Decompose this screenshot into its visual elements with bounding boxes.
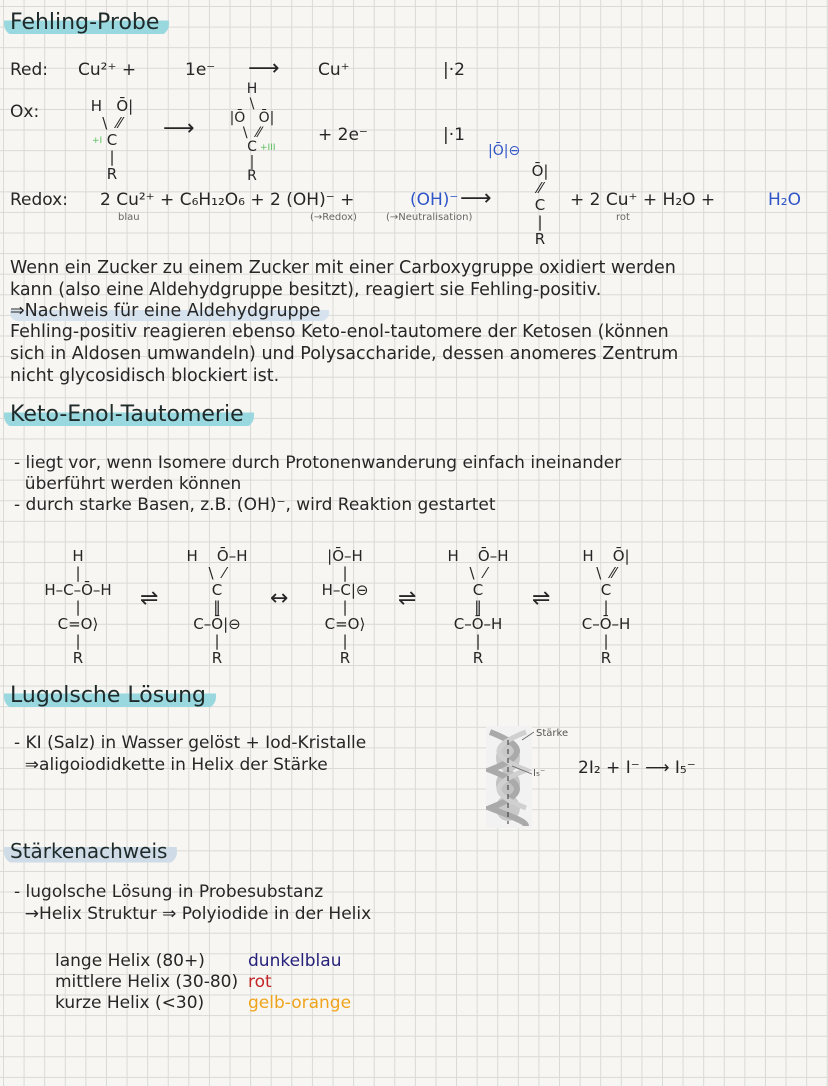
redox-water-blue: H₂O [768, 190, 801, 210]
carboxylic-acid-structure [212, 82, 292, 184]
structure-line: |Ō Ō| [229, 110, 275, 126]
note-neutralisation: (→Neutralisation) [386, 212, 473, 223]
structure-line: R [472, 649, 484, 667]
structure-line: |Ō–H [327, 547, 363, 565]
helix-length: mittlere Helix (30-80) [55, 972, 239, 992]
paragraph-line: Fehling-positiv reagieren ebenso Keto-enol-tautomere der Ketosen (können [10, 322, 669, 342]
ox-label: Ox: [10, 102, 40, 122]
bullet: überführt werden können [14, 474, 242, 494]
structure-line: | [342, 564, 348, 582]
structure-line: C–Ō|⊖ [193, 615, 241, 633]
helix-length: lange Helix (80+) [55, 951, 205, 971]
structure-line: H Ō| [582, 547, 630, 565]
paragraph-line: sich in Aldosen umwandeln) und Polysaccharide, dessen anomeres Zentrum [10, 344, 679, 364]
structure-line: \ ⁄ [469, 564, 487, 582]
helix-label-ion: I₅⁻ [533, 768, 546, 779]
tautomer-structure [28, 548, 128, 667]
bullet: - liegt vor, wenn Isomere durch Protonenwanderung einfach ineinander [14, 453, 622, 473]
structure-line: H Ō| [90, 97, 134, 115]
structure-line: \ ⁄⁄ [102, 114, 122, 132]
red-label: Red: [10, 60, 49, 80]
structure-line: ‖ [474, 598, 482, 616]
tautomer-structure [556, 548, 656, 667]
redox-oh-neutralisation: (OH)⁻ [410, 190, 459, 210]
structure-line: C [247, 139, 257, 155]
bullet: - KI (Salz) in Wasser gelöst + Iod-Kristalle [14, 733, 367, 753]
tautomer-structure [428, 548, 528, 667]
structure-line: | [75, 564, 81, 582]
reaction-arrow: ⟶ [248, 56, 280, 81]
heading-fehling-probe: Fehling-Probe [4, 10, 169, 36]
structure-line: H Ō–H [186, 547, 248, 565]
structure-line: | [537, 213, 543, 231]
oxidation-number: +III [260, 143, 276, 153]
tautomer-structure [172, 548, 262, 667]
structure-line: C–Ō–H [453, 615, 503, 633]
structure-line: R [534, 230, 546, 248]
reaction-arrow: ⟶ [460, 186, 492, 211]
structure-line: \ ⁄⁄ [596, 564, 616, 582]
heading-staerkenachweis: Stärkenachweis [4, 838, 177, 864]
structure-line: C [106, 131, 118, 149]
heading-lugolsche-loesung: Lugolsche Lösung [4, 683, 216, 709]
structure-line: | [75, 598, 81, 616]
structure-line: C [211, 581, 223, 599]
helix-length: kurze Helix (<30) [55, 993, 205, 1013]
structure-line: R [106, 165, 118, 183]
redox-reactants: 2 Cu²⁺ + C₆H₁₂O₆ + 2 (OH)⁻ + [100, 190, 355, 210]
carboxylate-oxygen: |Ō|⊖ [488, 143, 521, 159]
heading-keto-enol: Keto-Enol-Tautomerie [4, 402, 254, 428]
structure-line: C=O⟩ [324, 615, 366, 633]
structure-line: C [472, 581, 484, 599]
structure-line: H [246, 81, 258, 97]
structure-line: | [249, 153, 255, 170]
equilibrium-arrow: ⇌ [140, 586, 159, 611]
structure-line: R [339, 649, 351, 667]
structure-line: C–Ō–H [581, 615, 631, 633]
structure-line: | [342, 632, 348, 650]
structure-line: | [603, 632, 609, 650]
oxidation-number: +I [92, 136, 103, 146]
structure-line: H Ō–H [447, 547, 509, 565]
structure-line: H [72, 547, 84, 565]
red-factor: |·2 [443, 60, 465, 80]
red-lhs: Cu²⁺ + [78, 60, 137, 80]
structure-line: \ ⁄⁄ [242, 124, 262, 141]
structure-line: ‖ [213, 598, 221, 616]
structure-line: C=O⟩ [57, 615, 99, 633]
structure-line: R [72, 649, 84, 667]
redox-label: Redox: [10, 190, 68, 210]
red-electrons: 1e⁻ [185, 60, 216, 80]
bullet: - durch starke Basen, z.B. (OH)⁻, wird Reaktion gestartet [14, 495, 496, 515]
reaction-arrow: ⟶ [163, 116, 195, 141]
structure-line: ⁄⁄ [537, 179, 543, 197]
red-rhs: Cu⁺ [318, 60, 350, 80]
structure-line: | [109, 148, 115, 166]
helix-label-starke: Stärke [536, 728, 569, 739]
ox-electrons: + 2e⁻ [318, 125, 368, 145]
note-rot: rot [616, 212, 630, 223]
note-blau: blau [118, 212, 140, 223]
structure-line: | [475, 632, 481, 650]
tautomer-structure [300, 548, 390, 667]
helix-colour: dunkelblau [248, 951, 342, 971]
structure-line: C [534, 196, 546, 214]
paragraph-line: kann (also eine Aldehydgruppe besitzt), reagiert sie Fehling-positiv. [10, 280, 602, 300]
ox-factor: |·1 [443, 125, 465, 145]
structure-line: \ ⁄ [208, 564, 226, 582]
structure-line: R [600, 649, 612, 667]
structure-line: | [342, 598, 348, 616]
bullet: - lugolsche Lösung in Probesubstanz [14, 882, 324, 902]
structure-line: R [247, 168, 257, 184]
structure-line: | [603, 598, 609, 616]
paragraph-line-highlight: ⇒Nachweis für eine Aldehydgruppe [10, 301, 329, 321]
starch-helix-illustration [486, 726, 536, 828]
structure-line: | [75, 632, 81, 650]
bullet: →Helix Struktur ⇒ Polyiodide in der Helix [14, 904, 372, 924]
helix-colour: gelb-orange [248, 993, 352, 1013]
structure-line: C [600, 581, 612, 599]
structure-line: | [214, 632, 220, 650]
equilibrium-arrow: ⇌ [398, 586, 417, 611]
equilibrium-arrow: ⇌ [532, 586, 551, 611]
bullet: ⇒aligoiodidkette in Helix der Stärke [14, 755, 328, 775]
aldehyde-structure [82, 98, 142, 183]
resonance-arrow: ↔ [270, 586, 289, 611]
paragraph-line: Wenn ein Zucker zu einem Zucker mit einer Carboxygruppe oxidiert werden [10, 258, 676, 278]
paragraph-line: nicht glycosidisch blockiert ist. [10, 366, 280, 386]
carboxylate-structure [515, 163, 565, 248]
structure-line: R [211, 649, 223, 667]
helix-colour: rot [248, 972, 272, 992]
redox-products: + 2 Cu⁺ + H₂O + [570, 190, 716, 210]
structure-line: \ [249, 95, 255, 112]
structure-line: H–C|⊖ [321, 581, 369, 599]
structure-line: H–C–Ō–H [44, 581, 112, 599]
structure-line: Ō| [531, 162, 549, 180]
note-redox: (→Redox) [310, 212, 357, 223]
iodine-equation: 2I₂ + I⁻ ⟶ I₅⁻ [578, 758, 696, 778]
